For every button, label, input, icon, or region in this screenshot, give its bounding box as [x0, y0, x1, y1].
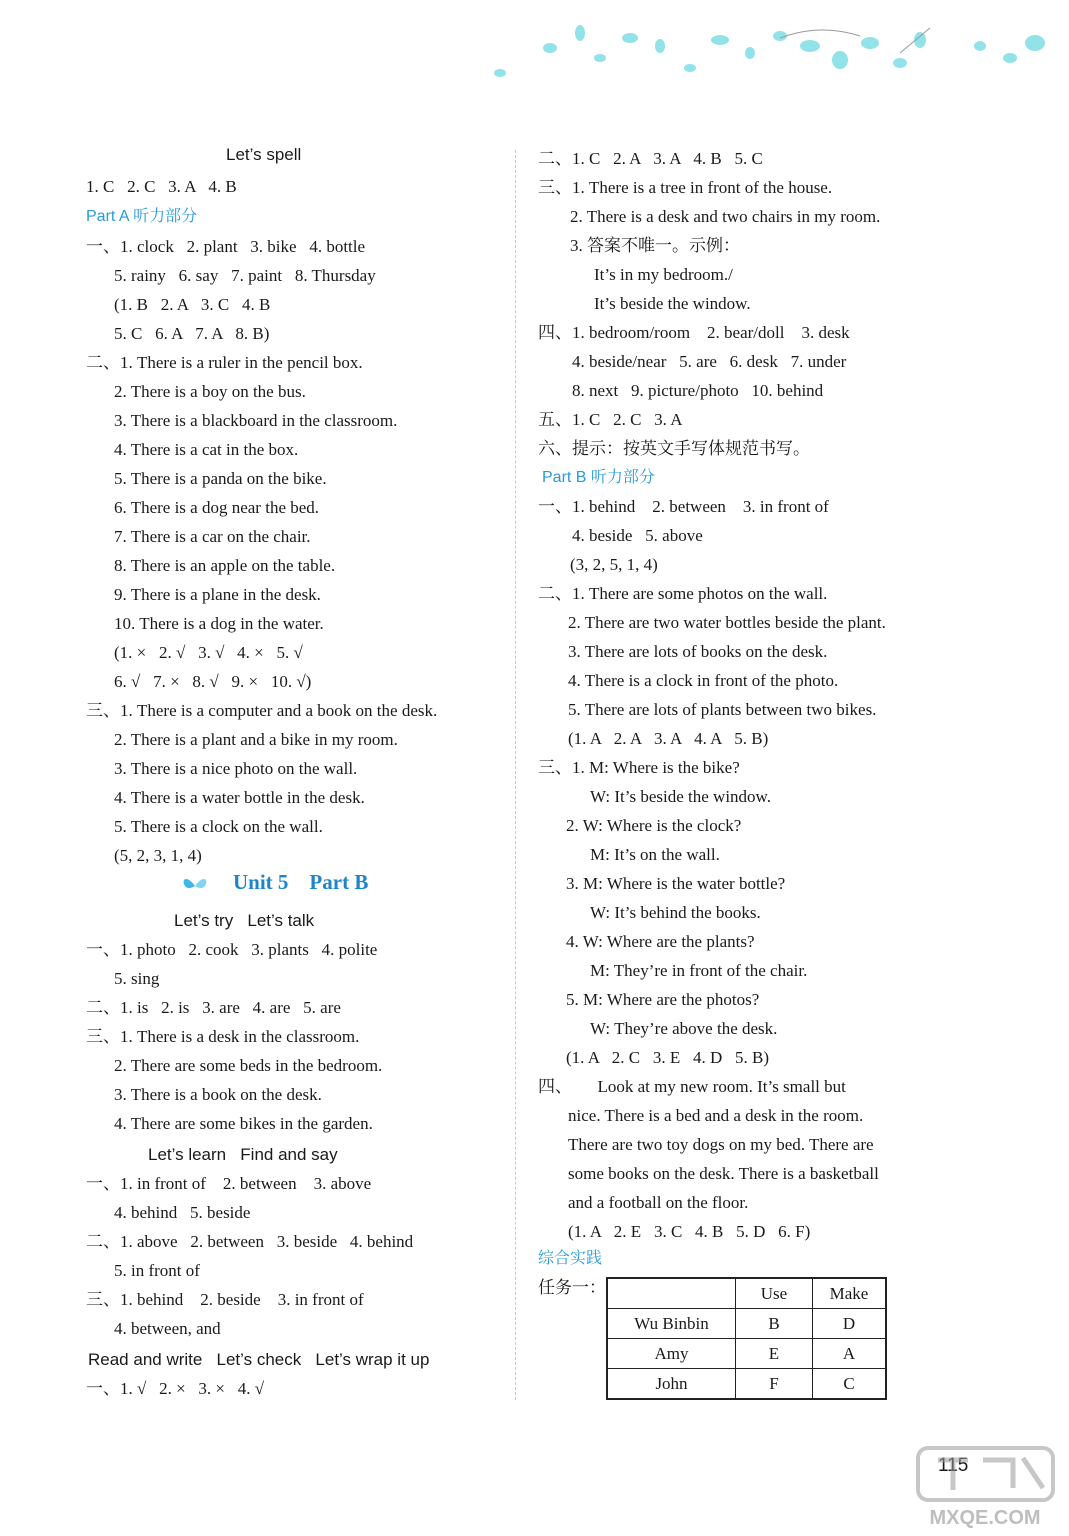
table-header-cell: Make	[813, 1278, 887, 1309]
left-answer-line: Read and write Let’s check Let’s wrap it up	[88, 1350, 430, 1369]
left-answer-line: 10. There is a dog in the water.	[114, 614, 324, 633]
table-cell: John	[607, 1369, 736, 1400]
right-answer-line: There are two toy dogs on my bed. There are	[568, 1135, 874, 1154]
right-answer-line: 一、1. behind 2. between 3. in front of	[538, 497, 829, 516]
right-answer-line: 四、1. bedroom/room 2. bear/doll 3. desk	[538, 323, 850, 342]
left-answer-line: 一、1. clock 2. plant 3. bike 4. bottle	[86, 237, 366, 256]
table-cell: A	[813, 1339, 887, 1369]
left-answer-line: 3. There is a book on the desk.	[114, 1085, 322, 1104]
page-number: 115	[938, 1455, 969, 1476]
right-answer-line: nice. There is a bed and a desk in the room.	[568, 1106, 864, 1125]
right-answer-line: W: It’s beside the window.	[590, 787, 771, 806]
right-answer-line: (1. A 2. E 3. C 4. B 5. D 6. F)	[568, 1222, 811, 1241]
left-answer-line: 二、1. There is a ruler in the pencil box.	[86, 353, 363, 372]
right-answer-line: W: It’s behind the books.	[590, 903, 761, 922]
table-cell: F	[736, 1369, 813, 1400]
left-answer-line: 4. There is a water bottle in the desk.	[114, 788, 365, 807]
right-answer-line: 8. next 9. picture/photo 10. behind	[572, 381, 824, 400]
right-answer-line: 2. There are two water bottles beside the plant.	[568, 613, 886, 632]
left-answer-line: 5. There is a panda on the bike.	[114, 469, 327, 488]
left-answer-line: 二、1. above 2. between 3. beside 4. behind	[86, 1232, 414, 1251]
right-answer-line: It’s beside the window.	[594, 294, 751, 313]
right-answer-line: 综合实践	[538, 1250, 603, 1267]
right-answer-line: 4. There is a clock in front of the photo.	[568, 671, 839, 690]
right-answer-line: 三、1. M: Where is the bike?	[538, 758, 740, 777]
table-row	[607, 1309, 886, 1339]
left-answer-line: 4. between, and	[114, 1319, 221, 1338]
left-answer-line: 9. There is a plane in the desk.	[114, 585, 321, 604]
table-header-row	[607, 1278, 886, 1309]
right-answer-line: (1. A 2. A 3. A 4. A 5. B)	[568, 729, 769, 748]
watermark-text: MXQE.COM	[929, 1507, 1041, 1529]
right-answer-line: 四、 Look at my new room. It’s small but	[538, 1077, 846, 1096]
right-answer-line: M: It’s on the wall.	[590, 845, 720, 864]
left-answer-line: 5. in front of	[114, 1261, 200, 1280]
table-cell: Wu Binbin	[607, 1309, 736, 1339]
leaf-decoration	[480, 18, 1060, 98]
left-answer-line: 5. rainy 6. say 7. paint 8. Thursday	[114, 266, 376, 285]
left-answer-line: Let’s learn Find and say	[148, 1145, 338, 1164]
left-answer-line: Let’s spell	[226, 145, 302, 164]
right-answer-line: (1. A 2. C 3. E 4. D 5. B)	[566, 1048, 770, 1067]
unit-heading: Unit 5 Part B	[233, 870, 369, 894]
left-answer-line: 3. There is a nice photo on the wall.	[114, 759, 358, 778]
left-answer-line: 一、1. in front of 2. between 3. above	[86, 1174, 372, 1193]
right-answer-line: some books on the desk. There is a basketball	[568, 1164, 879, 1183]
left-answer-line: 4. There are some bikes in the garden.	[114, 1114, 373, 1133]
table-header-cell	[607, 1278, 736, 1309]
right-answer-line: It’s in my bedroom./	[594, 265, 733, 284]
left-answer-line: 5. There is a clock on the wall.	[114, 817, 323, 836]
right-answer-line: 六、提示：按英文手写体规范书写。	[538, 439, 810, 458]
left-answer-line: 1. C 2. C 3. A 4. B	[86, 177, 237, 196]
table-cell: E	[736, 1339, 813, 1369]
table-row	[607, 1339, 886, 1369]
right-answer-line: 二、1. There are some photos on the wall.	[538, 584, 828, 603]
right-answer-line: (3, 2, 5, 1, 4)	[570, 555, 658, 574]
table-header-cell: Use	[736, 1278, 813, 1309]
right-answer-line: 三、1. There is a tree in front of the house.	[538, 178, 833, 197]
watermark-logo	[908, 1440, 1063, 1532]
right-answer-line: 任务一：	[538, 1278, 606, 1297]
butterfly-icon	[182, 874, 208, 894]
right-answer-line: 5. M: Where are the photos?	[566, 990, 760, 1009]
left-answer-line: 5. C 6. A 7. A 8. B)	[114, 324, 270, 343]
right-answer-line: M: They’re in front of the chair.	[590, 961, 808, 980]
left-answer-line: 2. There is a plant and a bike in my room.	[114, 730, 398, 749]
task-table	[606, 1277, 887, 1400]
left-answer-line: 4. behind 5. beside	[114, 1203, 251, 1222]
left-answer-line: 三、1. There is a computer and a book on the desk.	[86, 701, 438, 720]
right-answer-line: 二、1. C 2. A 3. A 4. B 5. C	[538, 149, 763, 168]
right-answer-line: 2. W: Where is the clock?	[566, 816, 742, 835]
right-answer-line: 3. 答案不唯一。示例：	[570, 236, 740, 255]
left-answer-line: 三、1. There is a desk in the classroom.	[86, 1027, 360, 1046]
right-answer-line: W: They’re above the desk.	[590, 1019, 778, 1038]
right-answer-line: 4. beside/near 5. are 6. desk 7. under	[572, 352, 847, 371]
left-answer-line: (1. × 2. √ 3. √ 4. × 5. √	[114, 643, 303, 662]
table-row	[607, 1369, 886, 1400]
left-answer-line: 一、1. photo 2. cook 3. plants 4. polite	[86, 940, 378, 959]
table-cell: B	[736, 1309, 813, 1339]
left-answer-line: 8. There is an apple on the table.	[114, 556, 336, 575]
right-answer-line: 5. There are lots of plants between two bikes.	[568, 700, 877, 719]
left-answer-line: 三、1. behind 2. beside 3. in front of	[86, 1290, 364, 1309]
left-answer-line: 4. There is a cat in the box.	[114, 440, 299, 459]
left-answer-line: 5. sing	[114, 969, 160, 988]
right-answer-line: 五、1. C 2. C 3. A	[538, 410, 683, 429]
right-answer-line: Part B 听力部分	[542, 469, 655, 486]
table-cell: Amy	[607, 1339, 736, 1369]
right-answer-line: 3. M: Where is the water bottle?	[566, 874, 786, 893]
table-cell: D	[813, 1309, 887, 1339]
left-answer-line: 6. √ 7. × 8. √ 9. × 10. √)	[114, 672, 312, 691]
right-answer-line: 3. There are lots of books on the desk.	[568, 642, 828, 661]
column-divider	[515, 150, 516, 1400]
left-answer-line: Part A 听力部分	[86, 208, 198, 225]
left-answer-line: 7. There is a car on the chair.	[114, 527, 311, 546]
right-answer-line: and a football on the floor.	[568, 1193, 749, 1212]
left-answer-line: 6. There is a dog near the bed.	[114, 498, 320, 517]
left-answer-line: 2. There is a boy on the bus.	[114, 382, 306, 401]
right-answer-line: 4. beside 5. above	[572, 526, 703, 545]
table-cell: C	[813, 1369, 887, 1400]
left-answer-line: (1. B 2. A 3. C 4. B	[114, 295, 271, 314]
right-answer-line: 4. W: Where are the plants?	[566, 932, 755, 951]
left-answer-line: 2. There are some beds in the bedroom.	[114, 1056, 383, 1075]
left-answer-line: 3. There is a blackboard in the classroom.	[114, 411, 398, 430]
left-answer-line: (5, 2, 3, 1, 4)	[114, 846, 202, 865]
left-answer-line: 一、1. √ 2. × 3. × 4. √	[86, 1379, 265, 1398]
right-answer-line: 2. There is a desk and two chairs in my room.	[570, 207, 881, 226]
left-answer-line: Let’s try Let’s talk	[174, 911, 315, 930]
left-answer-line: 二、1. is 2. is 3. are 4. are 5. are	[86, 998, 341, 1017]
